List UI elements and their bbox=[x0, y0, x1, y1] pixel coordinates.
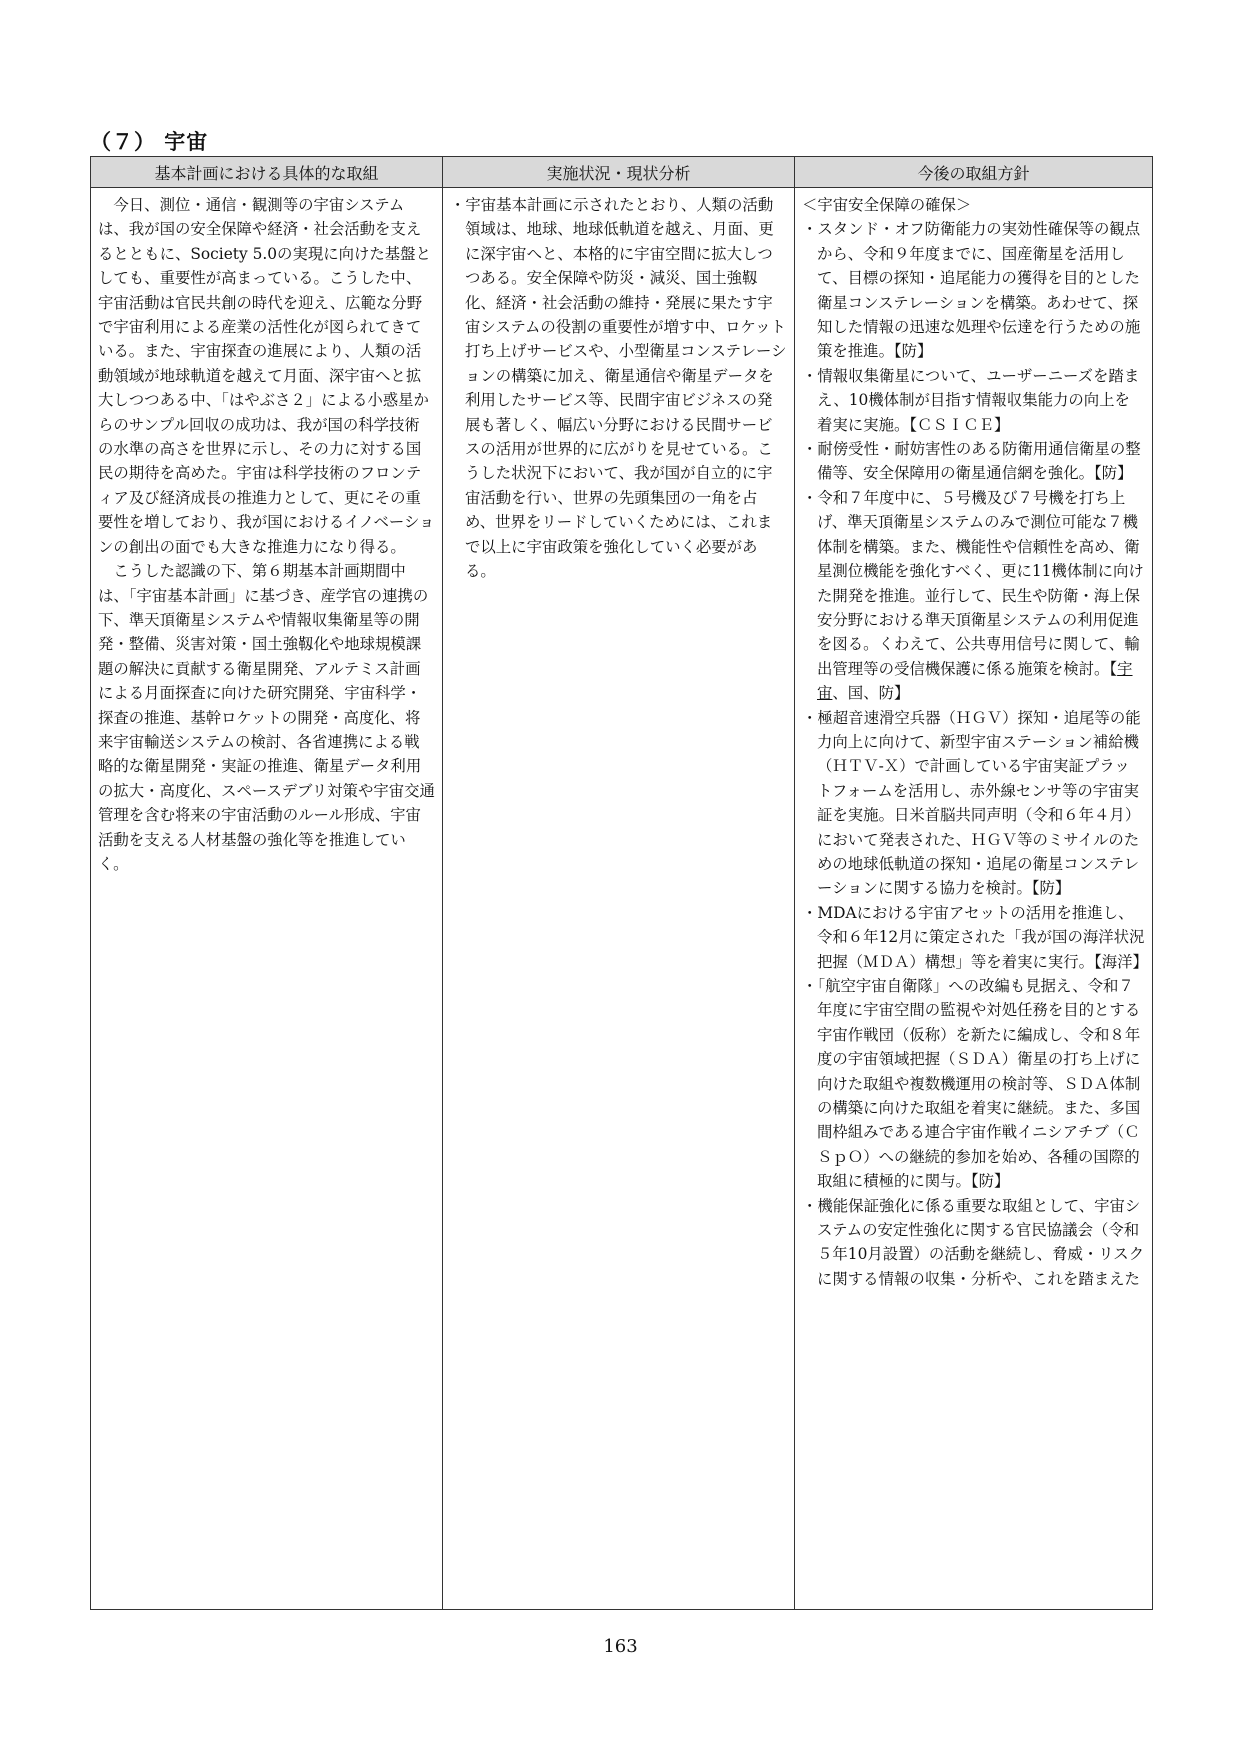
measures-paragraph: 今日、測位・通信・観測等の宇宙システムは、我が国の安全保障や経済・社会活動を支えるとともに、Society 5.0の実現に向けた基盤としても、重要性が高まっている。こうした中、宇宙活動は官民共創の時代を迎え、広範な分野で宇宙利用による産業の活性化が図られてきている。また、宇宙探査の進展により、人類の活動領域が地球軌道を越えて月面、深宇宙へと拡大しつつある中、「はやぶさ２」による小惑星からのサンプル回収の成功は、我が国の科学技術の水準の高さを世界に示し、その力に対する国民の期待を高めた。宇宙は科学技術のフロンティア及び経済成長の推進力として、更にその重要性を増しており、我が国におけるイノベーションの創出の面でも大きな推進力になり得る。 bbox=[98, 196, 435, 556]
header-specific-measures: 基本計画における具体的な取組 bbox=[91, 157, 443, 188]
policy-item: ・極超音速滑空兵器（ＨＧＶ）探知・追尾等の能力向上に向けて、新型宇宙ステーション補給機（ＨＴＶ-Ｘ）で計画している宇宙実証プラットフォームを活用し、赤外線センサ等の宇宙実証を実施。日米首脳共同声明（令和６年４月）において発表された、ＨＧＶ等のミサイルのための地球低軌道の探知・追尾の衛星コンステレーションに関する協力を検討。【防】 bbox=[802, 708, 1141, 898]
policy-table bbox=[90, 156, 1153, 1610]
policy-item: ・耐傍受性・耐妨害性のある防衛用通信衛星の整備等、安全保障用の衛星通信網を強化。【防】 bbox=[802, 440, 1141, 483]
measures-paragraph: こうした認識の下、第６期基本計画期間中は、「宇宙基本計画」に基づき、産学官の連携の下、準天頂衛星システムや情報収集衛星等の開発・整備、災害対策・国土強靱化や地球規模課題の解決に貢献する衛星開発、アルテミス計画による月面探査に向けた研究開発、宇宙科学・探査の推進、基幹ロケットの開発・高度化、将来宇宙輸送システムの検討、各省連携による戦略的な衛星開発・実証の推進、衛星データ利用の拡大・高度化、スペースデブリ対策や宇宙交通管理を含む将来の宇宙活動のルール形成、宇宙活動を支える人材基盤の強化等を推進していく。 bbox=[98, 562, 435, 873]
underlined-tag: 宇宙 bbox=[817, 659, 1133, 703]
policy-subheading: ＜宇宙安全保障の確保＞ bbox=[802, 196, 972, 214]
header-future-policy: 今後の取組方針 bbox=[795, 157, 1153, 188]
section-heading: （７） 宇宙 bbox=[90, 130, 209, 154]
header-status-analysis: 実施状況・現状分析 bbox=[443, 157, 795, 188]
policy-item: ・情報収集衛星について、ユーザーニーズを踏まえ、10機体制が目指す情報収集能力の向上を着実に実施。【ＣＳＩＣＥ】 bbox=[802, 366, 1140, 434]
policy-item-text: 、国、防】 bbox=[832, 684, 910, 703]
policy-item: ・「航空宇宙自衛隊」への改編も見据え、令和７年度に宇宙空間の監視や対処任務を目的とする宇宙作戦団（仮称）を新たに編成し、令和８年度の宇宙領域把握（ＳＤＡ）衛星の打ち上げに向けた取組や複数機運用の検討等、ＳＤＡ体制の構築に向けた取組を着実に継続。また、多国間枠組みである連合宇宙作戦イニシアチブ（ＣＳｐＯ）への継続的参加を始め、各種の国際的取組に積極的に関与。【防】 bbox=[802, 977, 1141, 1191]
table-row bbox=[91, 188, 1153, 1610]
policy-item-text: ・令和７年度中に、５号機及び７号機を打ち上げ、準天頂衛星システムのみで測位可能な７機体制を構築。また、機能性や信頼性を高め、衛星測位機能を強化すべく、更に11機体制に向けた開発を推進。並行して、民生や防衛・海上保安分野における準天頂衛星システムの利用促進を図る。くわえて、公共専用信号に関して、輸出管理等の受信機保護に係る施策を検討。【 bbox=[802, 488, 1144, 678]
cell-future-policy bbox=[795, 188, 1153, 1610]
table-header-row bbox=[91, 157, 1153, 188]
cell-status-analysis bbox=[443, 188, 795, 1610]
cell-specific-measures bbox=[91, 188, 443, 1610]
policy-item bbox=[802, 486, 1145, 706]
policy-item: ・機能保証強化に係る重要な取組として、宇宙システムの安定性強化に関する官民協議会（令和５年10月設置）の活動を継続し、脅威・リスクに関する情報の収集・分析や、これを踏まえた bbox=[802, 1196, 1145, 1288]
status-item: ・宇宙基本計画に示されたとおり、人類の活動領域は、地球、地球低軌道を越え、月面、更に深宇宙へと、本格的に宇宙空間に拡大しつつある。安全保障や防災・減災、国土強靱化、経済・社会活動の維持・発展に果たす宇宙システムの役割の重要性が増す中、ロケット打ち上げサービスや、小型衛星コンステレーションの構築に加え、衛星通信や衛星データを利用したサービス等、民間宇宙ビジネスの発展も著しく、幅広い分野における民間サービスの活用が世界的に広がりを見せている。こうした状況下において、我が国が自立的に宇宙活動を行い、世界の先頭集団の一角を占め、世界をリードしていくためには、これまで以上に宇宙政策を強化していく必要がある。 bbox=[450, 196, 787, 581]
policy-item: ・スタンド・オフ防衛能力の実効性確保等の観点から、令和９年度までに、国産衛星を活用して、目標の探知・追尾能力の獲得を目的とした衛星コンステレーションを構築。あわせて、探知した情報の迅速な処理や伝達を行うための施策を推進。【防】 bbox=[802, 220, 1141, 361]
policy-item: ・MDAにおける宇宙アセットの活用を推進し、令和６年12月に策定された「我が国の海洋状況把握（ＭＤＡ）構想」等を着実に実行。【海洋】 bbox=[802, 903, 1148, 971]
page-number: 163 bbox=[603, 1636, 638, 1657]
